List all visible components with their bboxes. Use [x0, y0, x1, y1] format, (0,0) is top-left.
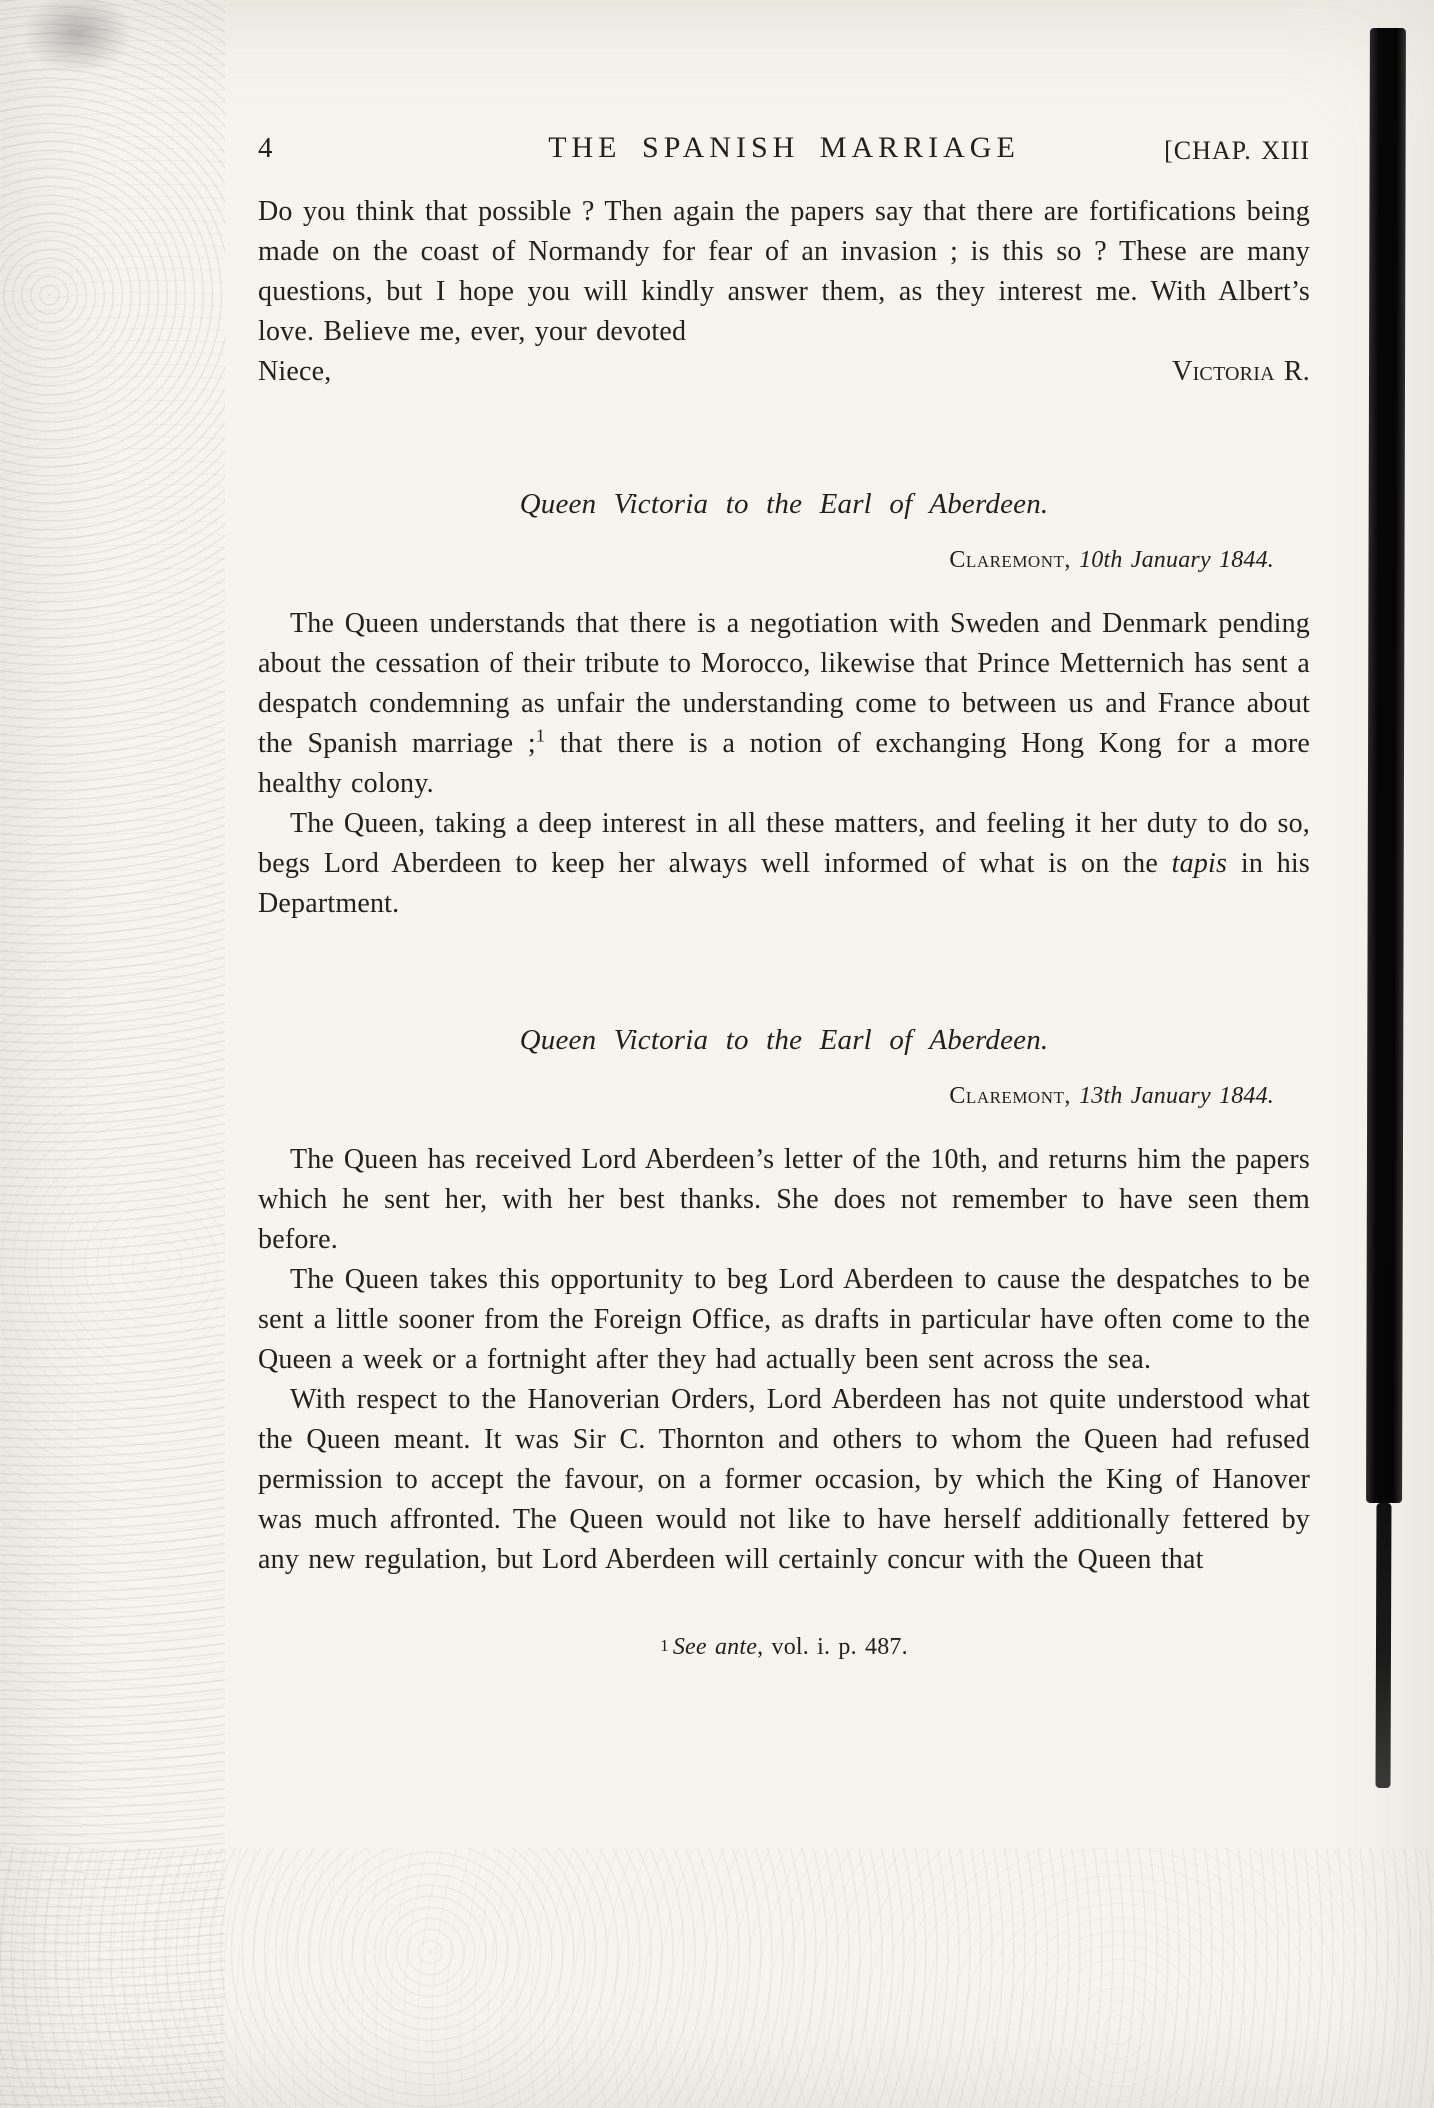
opening-letter-body: Do you think that possible ? Then again the papers say that there are fortifications being made on the coast of Normandy for fear of an invasion ; is this so ? These are many questions, but I hope you will kindly answer them, as they interest me. With Albert’s love. Believe me, ever, your devoted: [258, 196, 1310, 347]
running-title: THE SPANISH MARRIAGE: [548, 131, 1020, 164]
scan-artifact-right-bar-lower: [1376, 1503, 1392, 1788]
page-text-block: [258, 128, 1310, 1667]
opening-letter-paragraph: [258, 192, 1310, 352]
signature-victoria-r: Victoria R.: [1172, 356, 1310, 387]
page-number: 4: [258, 132, 273, 164]
signoff-niece: Niece,: [258, 356, 332, 387]
chapter-mark: [CHAP. XIII: [1164, 136, 1310, 165]
scan-noise-left-margin: [0, 0, 225, 2108]
letter2-paragraph-3: With respect to the Hanoverian Orders, Lord Aberdeen has not quite understood what the Queen meant. It was Sir C. Thornton and others to whom the Queen had refused permission to accept the favour, on a former occasion, by which the King of Hanover was much affronted. The Queen would not like to have herself additionally fettered by any new regulation, but Lord Aberdeen will certainly concur with the Queen that: [258, 1384, 1310, 1575]
footnote-rest: , vol. i. p. 487.: [757, 1634, 908, 1660]
letter1-para2-italic-tapis: tapis: [1171, 848, 1228, 879]
letter2-dateline-date: 13th January 1844.: [1079, 1083, 1274, 1109]
letter2-paragraph-1: The Queen has received Lord Aberdeen’s letter of the 10th, and returns him the papers which he sent her, with her best thanks. She does not remember to have seen them before.: [258, 1144, 1310, 1255]
letter1-para1-text-continued: that there is a notion of exchanging Hong Kong for a more healthy colony.: [258, 728, 1310, 799]
opening-letter-signoff: [258, 352, 1310, 392]
letter1-heading: Queen Victoria to the Earl of Aberdeen.: [519, 488, 1049, 520]
running-head: [258, 128, 1310, 174]
letter1-dateline-date: 10th January 1844.: [1079, 547, 1274, 573]
scan-noise-bottom-margin: [0, 1848, 1434, 2108]
letter2-heading: Queen Victoria to the Earl of Aberdeen.: [519, 1024, 1049, 1056]
letter2-dateline: [258, 1076, 1310, 1116]
scan-smudge-top-left: [18, 0, 138, 78]
letter1-dateline: [258, 540, 1310, 580]
letter1-paragraph-1: [258, 604, 1310, 804]
letter1-paragraph-2: [258, 804, 1310, 924]
footnote-reference-1: 1: [535, 725, 546, 746]
letter1-para2-text-continued: in his Department.: [258, 848, 1310, 919]
letter2-paragraph-2: The Queen takes this opportunity to beg Lord Aberdeen to cause the despatches to be sent a little sooner from the Foreign Office, as drafts in particular have often come to the Queen a week or a fortnight after they had actually been sent across the sea.: [258, 1264, 1310, 1375]
footnote-number: 1: [660, 1636, 669, 1655]
letter1-dateline-place: Claremont,: [949, 547, 1071, 573]
letter2-dateline-place: Claremont,: [949, 1083, 1071, 1109]
footnote-see-ante: See ante: [672, 1634, 758, 1660]
scan-artifact-right-bar: [1366, 28, 1406, 1503]
letter1-para2-text: The Queen, taking a deep interest in all these matters, and feeling it her duty to do so, begs Lord Aberdeen to keep her always well informed of what is on the: [258, 808, 1310, 879]
footnote: [258, 1626, 1310, 1667]
letter1-para1-text: The Queen understands that there is a negotiation with Sweden and Denmark pending about the cessation of their tribute to Morocco, likewise that Prince Metternich has sent a despatch condemning as unfair the understanding come to between us and France about the Spanish marriage ;: [258, 608, 1310, 759]
